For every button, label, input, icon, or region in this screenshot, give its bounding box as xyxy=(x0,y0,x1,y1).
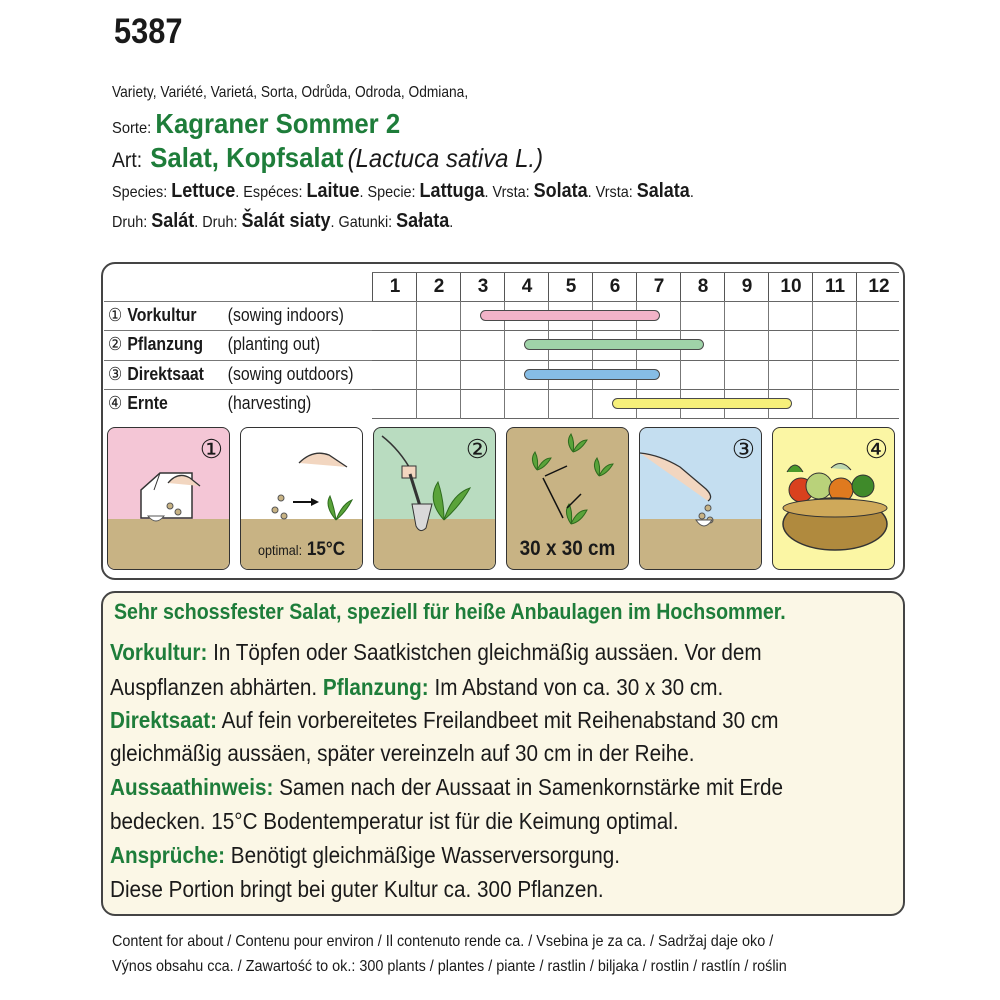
step-badge: ③ xyxy=(731,434,755,464)
month-10: 10 xyxy=(768,272,813,301)
optimal-temperature: 15°C xyxy=(306,539,346,560)
period-bar-vorkultur xyxy=(480,310,660,321)
druh-value: Sałata xyxy=(396,210,450,232)
month-11: 11 xyxy=(812,272,857,301)
row-number: ③ xyxy=(108,364,123,384)
species-value: Lattuga xyxy=(419,180,485,202)
art-label: Art: xyxy=(112,149,143,172)
species-name: Salat, Kopfsalat xyxy=(150,142,344,173)
calendar-row-direktsaat xyxy=(108,364,354,385)
row-desc: (planting out) xyxy=(227,334,321,354)
row-divider xyxy=(104,360,372,361)
instruction-line xyxy=(110,639,762,666)
calendar-row-ernte xyxy=(108,393,311,414)
spacing-caption: 30 x 30 cm xyxy=(519,537,616,560)
row-number: ① xyxy=(108,305,123,325)
month-1: 1 xyxy=(372,272,417,301)
druh-value: Salát xyxy=(151,210,195,232)
druh-label: Druh: xyxy=(202,214,238,231)
species-label: Vrsta: xyxy=(595,184,633,201)
instruction-text: In Töpfen oder Saatkistchen gleichmäßig aussäen. Vor dem xyxy=(207,639,762,665)
druh-translations: Druh: Salát. Druh: Šalát siaty. Gatunki: Sałata. xyxy=(112,210,454,232)
row-desc: (sowing indoors) xyxy=(227,305,344,325)
caption-prefix: optimal: xyxy=(257,542,303,558)
instruction-text: Benötigt gleichmäßige Wasserversorgung. xyxy=(225,842,621,868)
druh-label: Druh: xyxy=(112,214,148,231)
row-name: Direktsaat xyxy=(127,364,204,384)
species-label: Espéces: xyxy=(243,184,303,201)
species-translations: Species: Lettuce. Espéces: Laitue. Specie: Lattuga. Vrsta: Solata. Vrsta: Salata. xyxy=(112,180,694,202)
month-3: 3 xyxy=(460,272,505,301)
section-label: Ansprüche: xyxy=(110,842,226,868)
instruction-text: Auspflanzen abhärten. xyxy=(110,674,323,700)
panel-harvesting xyxy=(772,427,895,570)
row-number: ④ xyxy=(108,393,123,413)
species-value: Laitue xyxy=(306,180,360,202)
instruction-text: Samen nach der Aussaat in Samenkornstärke mit Erde xyxy=(273,774,784,800)
species-label: Vrsta: xyxy=(492,184,530,201)
species-value: Salata xyxy=(636,180,690,202)
section-label: Pflanzung: xyxy=(322,674,429,700)
grid-line xyxy=(460,301,461,419)
panel-germination xyxy=(240,427,363,570)
species-value: Lettuce xyxy=(171,180,236,202)
calendar-row-pflanzung xyxy=(108,334,320,355)
row-divider xyxy=(104,301,372,302)
instruction-line xyxy=(110,740,695,767)
section-label: Aussaathinweis: xyxy=(110,774,274,800)
calendar-row-vorkultur xyxy=(108,305,344,326)
content-amount-line-2: Výnos obsahu cca. / Zawartość to ok.: 300 plants / plantes / piante / rastlin / biljaka / rostlin / rastlín / roślin xyxy=(112,958,787,975)
month-8: 8 xyxy=(680,272,725,301)
row-desc: (harvesting) xyxy=(227,393,312,413)
species-label: Specie: xyxy=(367,184,416,201)
species-value: Solata xyxy=(533,180,588,202)
month-7: 7 xyxy=(636,272,681,301)
variety-name: Kagraner Sommer 2 xyxy=(155,108,401,139)
section-label: Direktsaat: xyxy=(110,707,218,733)
row-number: ② xyxy=(108,334,123,354)
grid-line xyxy=(856,301,857,419)
step-badge: ② xyxy=(465,434,489,464)
latin-name: (Lactuca sativa L.) xyxy=(347,143,544,173)
product-code: 5387 xyxy=(114,12,183,51)
step-badge: ① xyxy=(199,434,223,464)
period-bar-direktsaat xyxy=(524,369,660,380)
instruction-text: Im Abstand von ca. 30 x 30 cm. xyxy=(428,674,724,700)
step-badge: ④ xyxy=(864,434,888,464)
month-2: 2 xyxy=(416,272,461,301)
month-12: 12 xyxy=(856,272,901,301)
section-label: Vorkultur: xyxy=(110,639,208,665)
grid-line xyxy=(416,301,417,419)
instruction-line xyxy=(110,774,783,801)
row-desc: (sowing outdoors) xyxy=(227,364,354,384)
grid-line xyxy=(372,272,899,273)
row-name: Vorkultur xyxy=(127,305,197,325)
content-amount-line-1: Content for about / Contenu pour environ / Il contenuto rende ca. / Vsebina je za ca. / Sadržaj daje oko / xyxy=(112,933,774,950)
panel-planting-out xyxy=(373,427,496,570)
row-name: Pflanzung xyxy=(127,334,204,354)
period-bar-ernte xyxy=(612,398,792,409)
row-divider xyxy=(104,389,372,390)
instruction-line xyxy=(110,674,723,701)
month-4: 4 xyxy=(504,272,549,301)
germination-caption xyxy=(247,539,356,561)
species-label: Species: xyxy=(112,184,168,201)
month-6: 6 xyxy=(592,272,637,301)
druh-label: Gatunki: xyxy=(338,214,393,231)
instruction-text: Auf fein vorbereitetes Freilandbeet mit Reihenabstand 30 cm xyxy=(217,707,779,733)
panel-sowing-outdoors xyxy=(639,427,762,570)
period-bar-pflanzung xyxy=(524,339,704,350)
panel-spacing xyxy=(506,427,629,570)
panel-sowing-indoors xyxy=(107,427,230,570)
instruction-line xyxy=(110,808,679,835)
instruction-line xyxy=(110,842,620,869)
instruction-text: Diese Portion bringt bei guter Kultur ca. 300 Pflanzen. xyxy=(110,876,604,902)
instruction-text: bedecken. 15°C Bodentemperatur ist für die Keimung optimal. xyxy=(110,808,679,834)
sorte-row xyxy=(112,108,400,140)
druh-value: Šalát siaty xyxy=(241,210,331,232)
sorte-label: Sorte: xyxy=(112,120,152,137)
variety-languages: Variety, Variété, Varietá, Sorta, Odrůda, Odroda, Odmiana, xyxy=(112,84,469,101)
month-9: 9 xyxy=(724,272,769,301)
month-5: 5 xyxy=(548,272,593,301)
instruction-text: gleichmäßig aussäen, später vereinzeln auf 30 cm in der Reihe. xyxy=(110,740,695,766)
headline: Sehr schossfester Salat, speziell für heiße Anbaulagen im Hochsommer. xyxy=(114,599,786,624)
row-name: Ernte xyxy=(127,393,168,413)
instruction-line xyxy=(110,707,779,734)
row-divider xyxy=(104,330,372,331)
grid-line xyxy=(812,301,813,419)
art-row xyxy=(112,142,543,174)
instruction-line xyxy=(110,876,604,903)
